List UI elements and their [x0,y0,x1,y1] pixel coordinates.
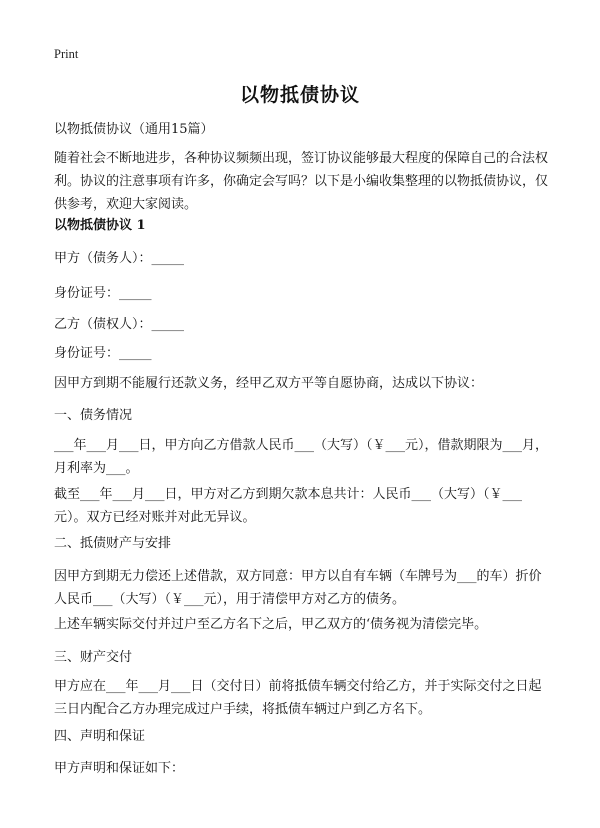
intro-paragraph: 随着社会不断地进步，各种协议频频出现，签订协议能够最大程度的保障自己的合法权利。协议的注意事项有许多，你确定会写吗？以下是小编收集整理的以物抵债协议，仅供参考，欢迎大家阅读。 [54,151,549,212]
section-heading: 以物抵债协议 1 [54,218,146,233]
section-2-paragraph-2: 上述车辆实际交付并过户至乙方名下之后，甲乙双方的‘债务视为清偿完毕。 [54,617,488,632]
party-b-line: 乙方（债权人）：_____ [54,317,185,332]
section-2-paragraph-1: 因甲方到期无力偿还上述借款，双方同意：甲方以自有车辆（车牌号为___的车）折价人民币___（大写）（￥___元），用于清偿甲方对乙方的债务。 [54,569,542,607]
section-1-paragraph-1: ___年___月___日，甲方向乙方借款人民币___（大写）（￥___元），借款期限为___月，月利率为___。 [54,438,549,476]
section-3-title: 三、财产交付 [54,650,133,665]
document-subtitle: 以物抵债协议（通用15篇） [54,122,214,137]
section-1-title: 一、债务情况 [54,408,133,423]
party-a-id-line: 身份证号：_____ [54,286,152,301]
document-title: 以物抵债协议 [239,84,360,106]
party-a-line: 甲方（债务人）：_____ [54,251,185,266]
print-label: Print [54,47,79,61]
section-3-paragraph-1: 甲方应在___年___月___日（交付日）前将抵债车辆交付给乙方，并于实际交付之日起三日内配合乙方办理完成过户手续，将抵债车辆过户到乙方名下。 [54,679,542,717]
party-b-id-line: 身份证号：_____ [54,346,152,361]
section-1-paragraph-2: 截至___年___月___日，甲方对乙方到期欠款本息共计：人民币___（大写）（￥___元）。双方已经对账并对此无异议。 [54,487,523,525]
preamble-paragraph: 因甲方到期不能履行还款义务，经甲乙双方平等自愿协商，达成以下协议： [54,376,484,391]
section-2-title: 二、抵债财产与安排 [54,536,172,551]
section-4-title: 四、声明和保证 [54,729,146,744]
section-4-paragraph-1: 甲方声明和保证如下： [54,761,185,776]
